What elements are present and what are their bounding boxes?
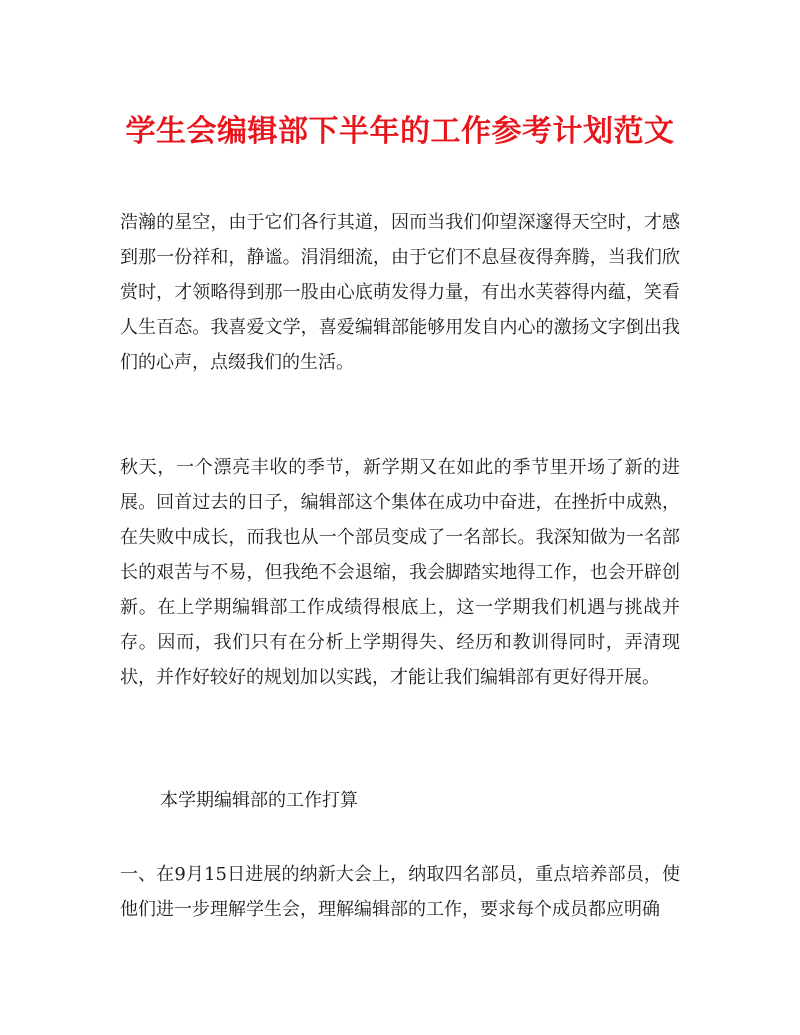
paragraph-item-one: 一、在9月15日进展的纳新大会上，纳取四名部员，重点培养部员，使他们进一步理解学生会，理解编辑部的工作，要求每个成员都应明确	[120, 864, 680, 920]
paragraph-intro: 浩瀚的星空，由于它们各行其道，因而当我们仰望深邃得天空时，才感到那一份祥和，静谧。涓涓细流，由于它们不息昼夜得奔腾，当我们欣赏时，才领略得到那一股由心底萌发得力量，有出水芙蓉得内蕴，笑看人生百态。我喜爱文学，喜爱编辑部能够用发自内心的激扬文字倒出我们的心声，点缀我们的生活。	[120, 212, 680, 373]
document-title: 学生会编辑部下半年的工作参考计划范文	[125, 114, 675, 149]
section-heading: 本学期编辑部的工作打算	[160, 790, 358, 811]
paragraph-autumn: 秋天，一个漂亮丰收的季节，新学期又在如此的季节里开场了新的进展。回首过去的日子，编辑部这个集体在成功中奋进，在挫折中成熟，在失败中成长，而我也从一个部员变成了一名部长。我深知做为一名部长的艰苦与不易，但我绝不会退缩，我会脚踏实地得工作，也会开辟创新。在上学期编辑部工作成绩得根底上，这一学期我们机遇与挑战并存。因而，我们只有在分析上学期得失、经历和教训得同时，弄清现状，并作好较好的规划加以实践，才能让我们编辑部有更好得开展。	[120, 457, 680, 688]
